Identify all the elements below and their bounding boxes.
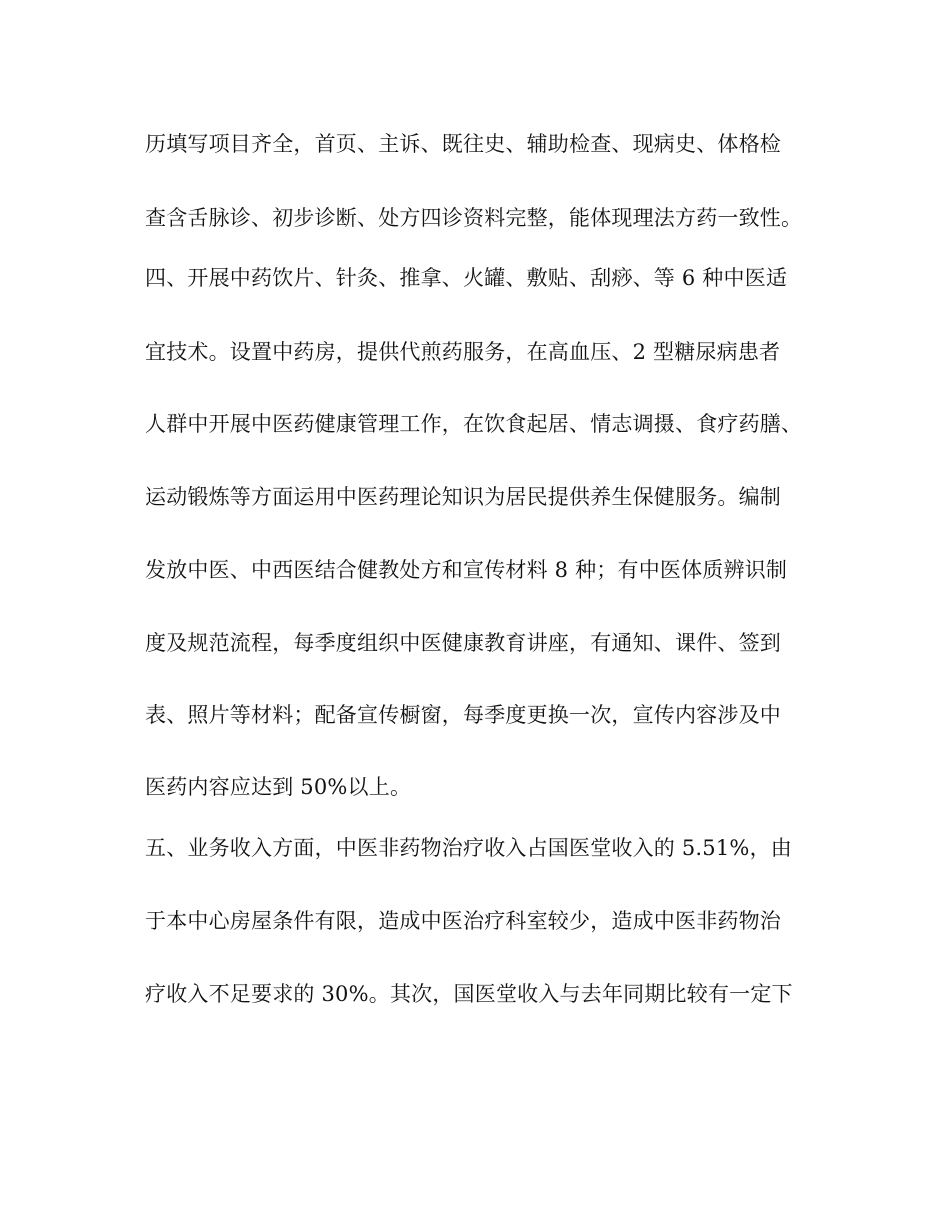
text-line: 运动锻炼等方面运用中医药理论知识为居民提供养生保健服务。编制 — [145, 485, 781, 509]
text-line: 宜技术。设置中药房，提供代煎药服务，在高血压、2 型糖尿病患者 — [145, 340, 781, 364]
text-line: 四、开展中药饮片、针灸、推拿、火罐、敷贴、刮痧、等 6 种中医适 — [145, 266, 788, 290]
text-line: 发放中医、中西医结合健教处方和宣传材料 8 种；有中医体质辨识制 — [145, 558, 788, 582]
text-line: 历填写项目齐全，首页、主诉、既往史、辅助检查、现病史、体格检 — [145, 132, 781, 156]
text-line: 五、业务收入方面，中医非药物治疗收入占国医堂收入的 5.51%，由 — [145, 836, 792, 860]
text-line: 度及规范流程，每季度组织中医健康教育讲座，有通知、课件、签到 — [145, 631, 781, 655]
text-line: 疗收入不足要求的 30%。其次，国医堂收入与去年同期比较有一定下 — [145, 982, 793, 1006]
text-line: 于本中心房屋条件有限，造成中医治疗科室较少，造成中医非药物治 — [145, 909, 781, 933]
text-line: 表、照片等材料；配备宣传橱窗，每季度更换一次，宣传内容涉及中 — [145, 703, 781, 727]
text-line: 医药内容应达到 50%以上。 — [145, 775, 412, 799]
text-line: 查含舌脉诊、初步诊断、处方四诊资料完整，能体现理法方药一致性。 — [145, 206, 803, 230]
text-line: 人群中开展中医药健康管理工作，在饮食起居、情志调摄、食疗药膳、 — [145, 412, 803, 436]
